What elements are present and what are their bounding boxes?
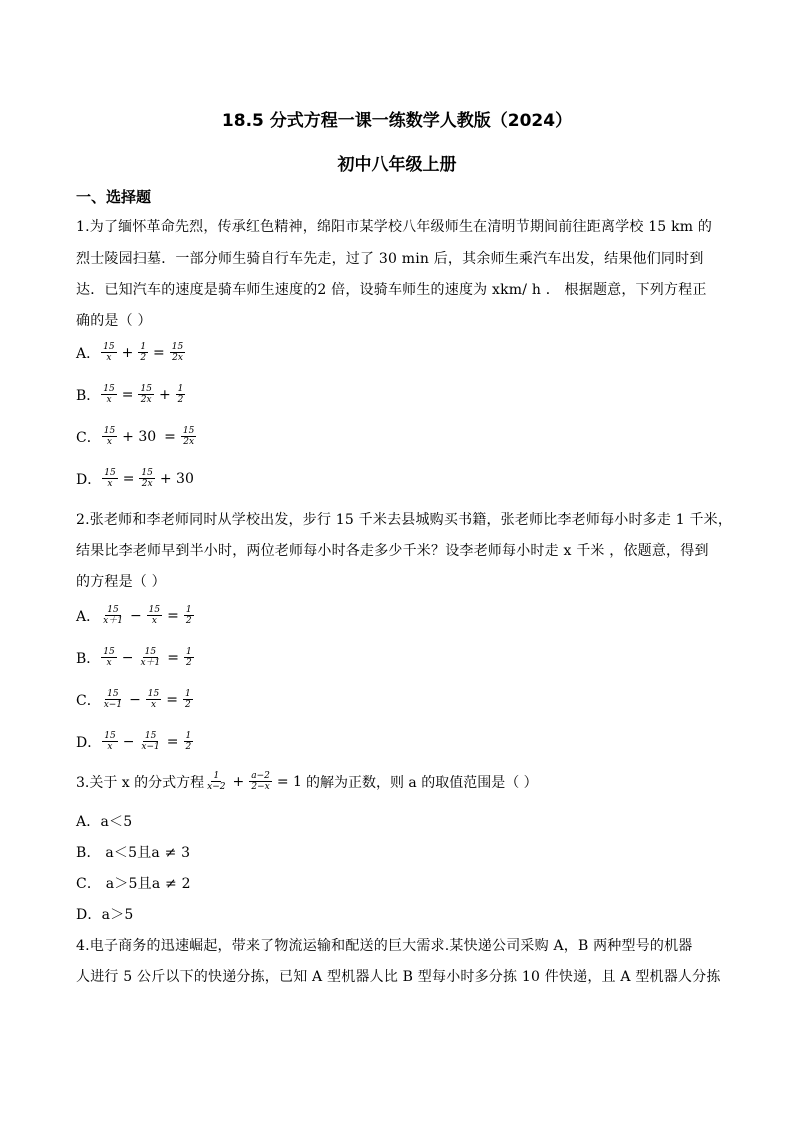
operator: + [121, 344, 134, 361]
fraction: $\frac{15}{x}$ [103, 384, 115, 405]
q1-option-b[interactable] [76, 384, 186, 405]
equals-sign: = [167, 649, 180, 666]
equals-sign: = [166, 733, 179, 750]
q1-line-1: 1.为了缅怀革命先烈，传承红色精神，绵阳市某学校八年级师生在清明节期间前往距离学校 15 km 的 [76, 219, 713, 235]
q3-option-a[interactable]: A．a＜5 [76, 814, 133, 830]
fraction: $\frac{15}{x-1}$ [103, 689, 123, 710]
fraction: $\frac{1}{2}$ [177, 384, 184, 405]
equals-sign: = [122, 470, 135, 487]
equals-sign: = [164, 428, 176, 445]
operator: + [232, 773, 245, 790]
q3-stem [76, 771, 538, 792]
fraction: $\frac{15}{x-1}$ [141, 731, 160, 752]
q1-option-a[interactable] [76, 342, 186, 363]
fraction: $\frac{15}{x}$ [103, 342, 115, 363]
option-label: B． [76, 387, 101, 404]
q1-line-2: 烈士陵园扫墓．一部分师生骑自行车先走，过了 30 min 后，其余师生乘汽车出发，结果他们同时到 [76, 251, 704, 267]
operator: + 30 [159, 470, 194, 487]
fraction: $\frac{15}{x+1}$ [103, 605, 123, 626]
fraction: $\frac{1}{2}$ [185, 605, 192, 626]
fraction: $\frac{15}{2x}$ [171, 342, 184, 363]
operator: + [158, 386, 171, 403]
q2-line-1: 2.张老师和李老师同时从学校出发，步行 15 千米去县城购买书籍，张老师比李老师每小时多走 1 千米， [76, 512, 733, 528]
equals-sign: = [121, 386, 134, 403]
option-label: A． [76, 345, 101, 362]
q2-option-a[interactable] [76, 605, 195, 626]
option-label: B． [76, 650, 101, 667]
fraction: $\frac{15}{2x}$ [141, 468, 153, 489]
option-label: C． [76, 429, 101, 446]
q2-line-3: 的方程是（ ） [76, 574, 166, 590]
section-heading: 一、选择题 [76, 188, 152, 206]
q1-option-c[interactable] [76, 426, 197, 447]
equals-sign: = 1 [276, 773, 302, 790]
operator: − [121, 649, 134, 666]
fraction: $\frac{1}{2}$ [184, 689, 191, 710]
q1-line-4: 确的是（ ） [76, 313, 152, 329]
q1-line-3: 达．已知汽车的速度是骑车师生速度的2 倍，设骑车师生的速度为 xkm/ h ． 根据题意，下列方程正 [76, 282, 707, 298]
q4-line-2: 人进行 5 公斤以下的快递分拣，已知 A 型机器人比 B 型每小时多分拣 10 件快递，且 A 型机器人分拣 [76, 969, 721, 985]
equals-sign: = [153, 344, 165, 361]
q1-option-d[interactable] [76, 468, 198, 489]
q2-option-c[interactable] [76, 689, 194, 710]
q3-option-b[interactable]: B． a＜5且a ≠ 3 [76, 845, 191, 861]
q2-line-2: 结果比李老师早到半小时，两位老师每小时各走多少千米？设李老师每小时走 x 千米 ，依题意，得到 [76, 543, 709, 559]
q3-option-d[interactable]: D．a＞5 [76, 907, 134, 923]
q3-prefix: 3.关于 x 的分式方程 [76, 774, 205, 791]
fraction: $\frac{15}{2x}$ [140, 384, 152, 405]
fraction: $\frac{15}{x}$ [103, 426, 116, 447]
fraction: $\frac{15}{x}$ [104, 731, 116, 752]
document-subtitle: 初中八年级上册 [337, 155, 457, 175]
fraction: $\frac{1}{2}$ [185, 731, 192, 752]
operator: − [129, 691, 141, 708]
fraction: $\frac{1}{2}$ [186, 647, 192, 668]
fraction: $\frac{15}{x}$ [103, 647, 115, 668]
operator: − [129, 607, 142, 624]
option-label: A． [76, 608, 101, 625]
option-label: D． [76, 471, 102, 488]
document-title: 18.5 分式方程一课一练数学人教版（2024） [221, 111, 573, 131]
fraction: $\frac{15}{x}$ [147, 689, 160, 710]
q2-option-b[interactable] [76, 647, 195, 668]
q3-option-c[interactable]: C． a＞5且a ≠ 2 [76, 876, 191, 892]
fraction: $\frac{15}{x+1}$ [140, 647, 161, 668]
operator: + 30 [122, 428, 157, 445]
option-label: C． [76, 692, 101, 709]
fraction: $\frac{1}{2}$ [140, 342, 147, 363]
q2-option-d[interactable] [76, 731, 194, 752]
q4-line-1: 4.电子商务的迅速崛起，带来了物流运输和配送的巨大需求.某快递公司采购 A，B 两种型号的机器 [76, 938, 693, 954]
fraction: $\frac{15}{x}$ [148, 605, 161, 626]
fraction: $\frac{1}{x-2}$ [207, 771, 226, 792]
option-label: D． [76, 734, 102, 751]
equals-sign: = [166, 691, 178, 708]
q3-suffix: 的解为正数，则 a 的取值范围是（ ） [305, 774, 538, 791]
equals-sign: = [167, 607, 179, 624]
operator: − [122, 733, 135, 750]
fraction: $\frac{15}{2x}$ [182, 426, 195, 447]
fraction: $\frac{15}{x}$ [104, 468, 116, 489]
fraction: $\frac{a-2}{2-x}$ [251, 771, 270, 792]
